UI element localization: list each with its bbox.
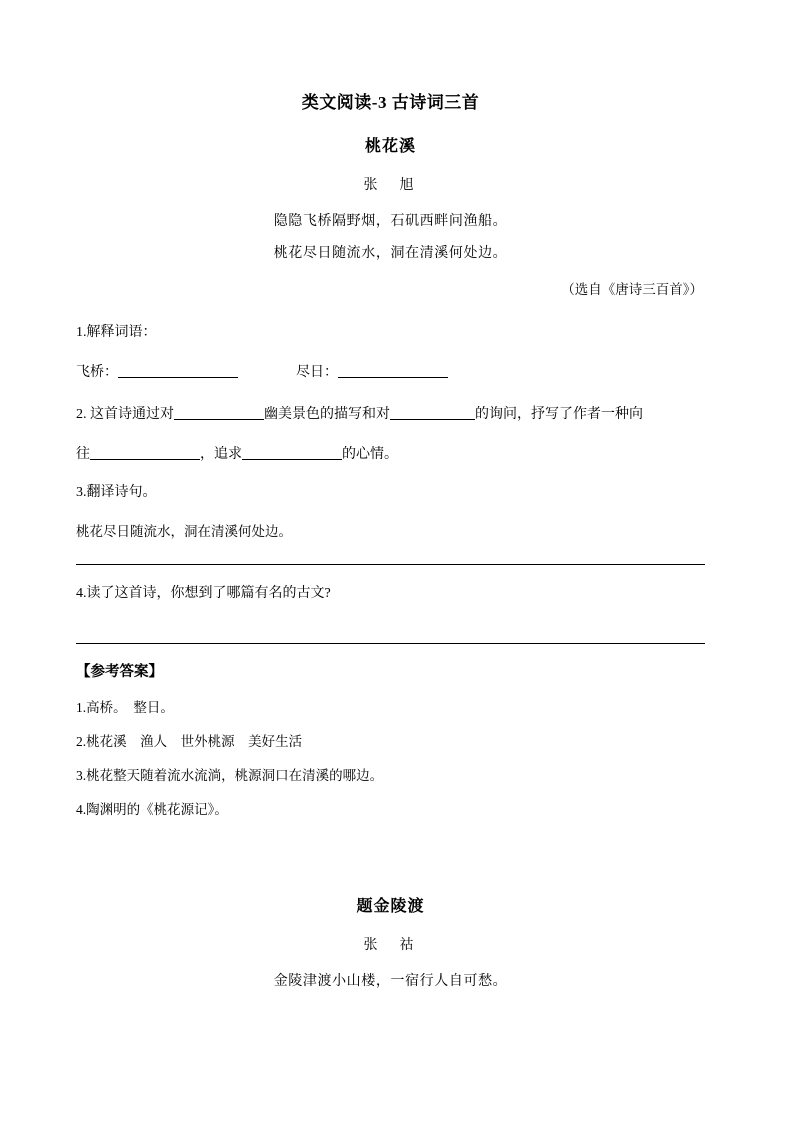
answer-item: 3.桃花整天随着流水流淌，桃源洞口在清溪的哪边。 <box>76 768 384 783</box>
answer-blank[interactable] <box>338 363 448 378</box>
question-2-part-4: 往 <box>76 447 90 462</box>
question-2-continued <box>76 438 705 472</box>
answer-item: 1.高桥。 整日。 <box>76 700 174 715</box>
answer-blank[interactable] <box>390 405 475 420</box>
question-3-label: 3.翻译诗句。 <box>76 485 157 500</box>
question-1-blanks <box>76 358 705 388</box>
answers-heading: 【参考答案】 <box>76 664 163 680</box>
question-1-item-1-label: 飞桥： <box>76 365 118 380</box>
question-1-label: 1.解释词语： <box>76 325 157 340</box>
answer-line[interactable] <box>76 643 705 644</box>
question-2-part-3: 的询问，抒写了作者一种向 <box>475 407 643 422</box>
question-4-label: 4.读了这首诗，你想到了哪篇有名的古文? <box>76 586 331 601</box>
answer-blank[interactable] <box>174 405 264 420</box>
answer-blank[interactable] <box>90 445 200 460</box>
poem2-line-1: 金陵津渡小山楼，一宿行人自可愁。 <box>273 974 508 989</box>
question-3-sentence: 桃花尽日随流水，洞在清溪何处边。 <box>76 524 292 539</box>
question-2 <box>76 398 705 432</box>
poem1-line-1: 隐隐飞桥隔野烟，石矶西畔问渔船。 <box>273 214 508 229</box>
poem1-source: （选自《唐诗三百首》） <box>561 282 703 297</box>
question-2-part-1: 2. 这首诗通过对 <box>76 407 174 422</box>
answer-blank[interactable] <box>118 363 238 378</box>
answer-line[interactable] <box>76 564 705 565</box>
poem2-author: 张 祜 <box>363 938 418 953</box>
question-2-part-6: 的心情。 <box>342 447 398 462</box>
answer-item: 4.陶渊明的《桃花源记》。 <box>76 802 228 817</box>
question-2-part-5: ，追求 <box>200 447 242 462</box>
poem1-title: 桃花溪 <box>364 138 416 155</box>
section-spacer <box>76 829 705 883</box>
answer-blank[interactable] <box>242 445 342 460</box>
page-title: 类文阅读-3 古诗词三首 <box>301 93 480 112</box>
poem2-title: 题金陵渡 <box>356 898 425 915</box>
poem1-author: 张 旭 <box>363 178 418 193</box>
answer-item: 2.桃花溪 渔人 世外桃源 美好生活 <box>76 734 303 749</box>
question-1-item-2-label: 尽日： <box>296 365 338 380</box>
poem1-line-2: 桃花尽日随流水，洞在清溪何处边。 <box>273 246 508 261</box>
question-2-part-2: 幽美景色的描写和对 <box>264 407 390 422</box>
